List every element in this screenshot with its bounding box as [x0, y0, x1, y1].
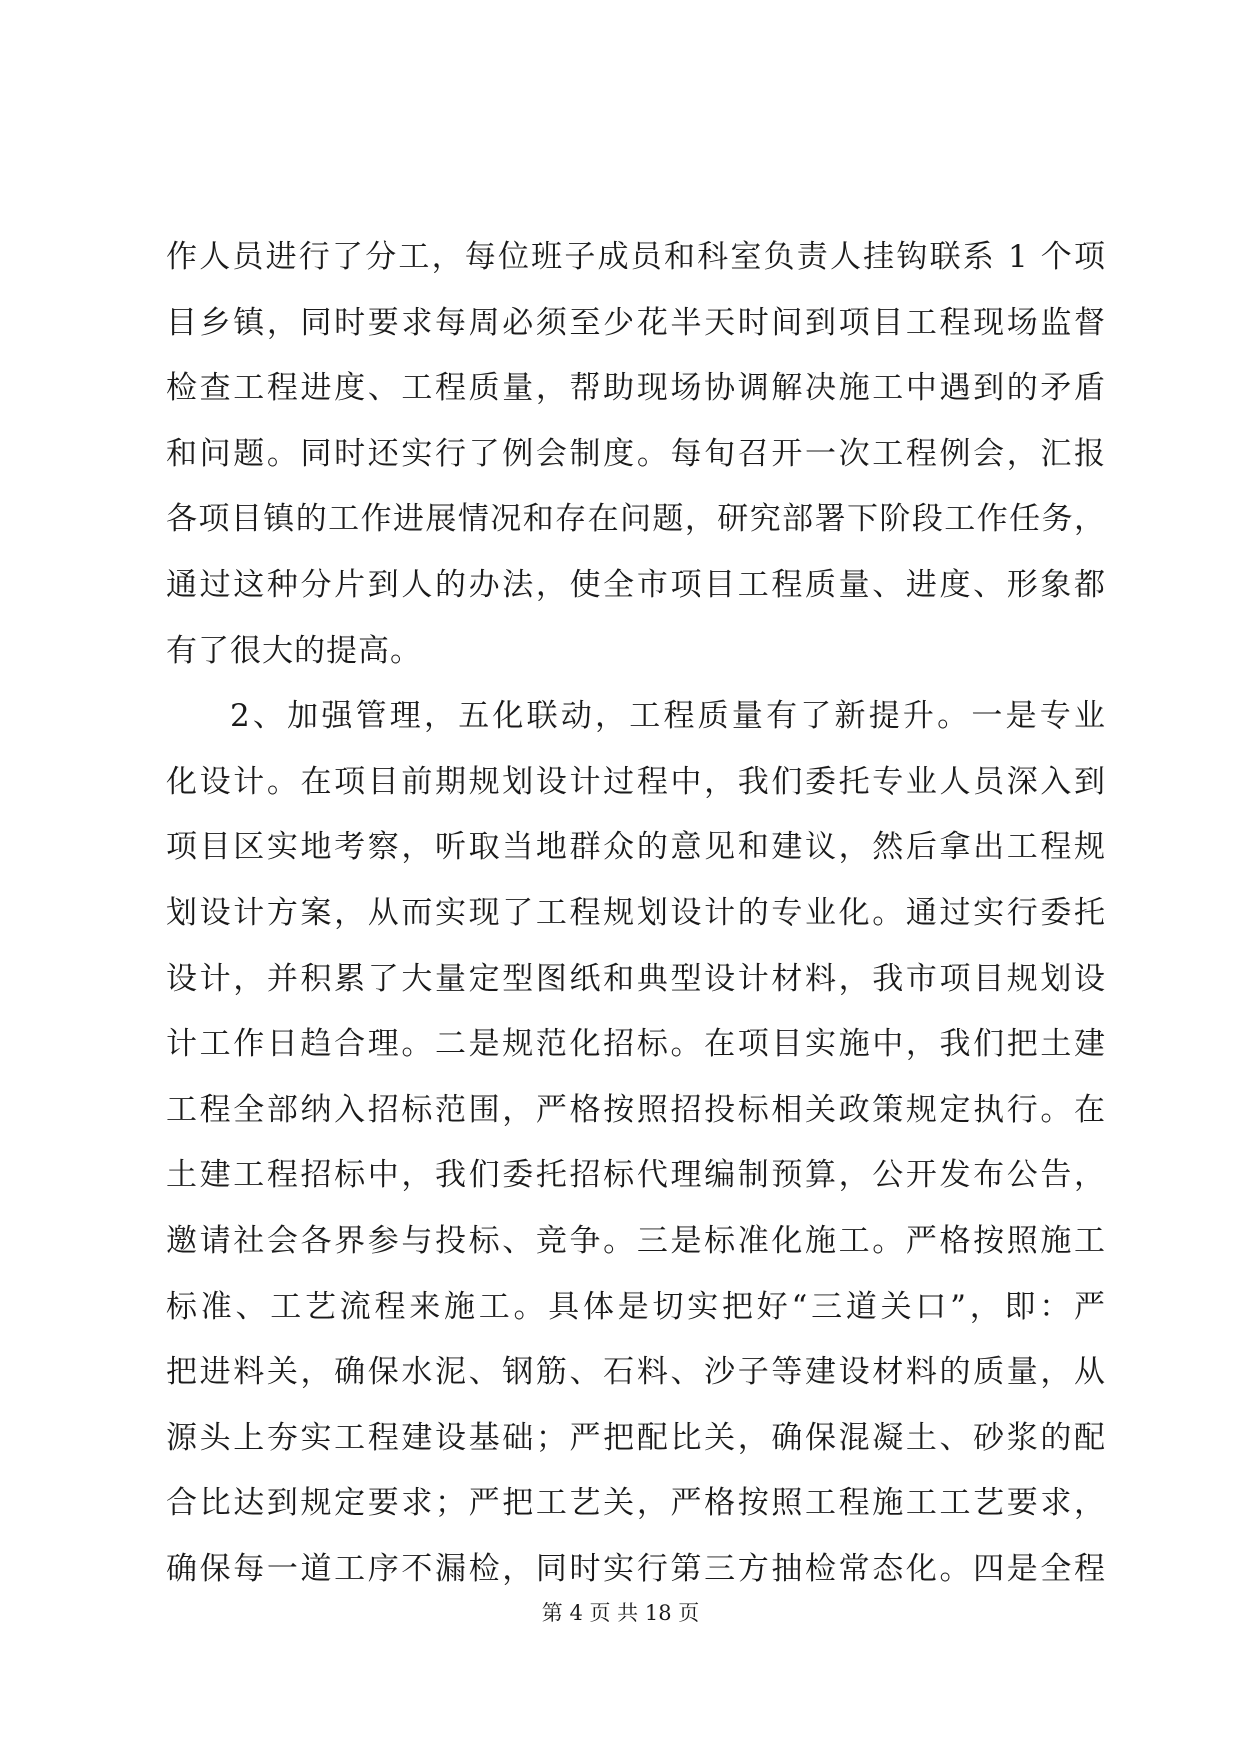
text-line: 把进料关，确保水泥、钢筋、石料、沙子等建设材料的质量，从: [166, 1354, 1106, 1391]
text-line: 和问题。同时还实行了例会制度。每旬召开一次工程例会，汇报: [166, 435, 1106, 472]
text-line: 目乡镇，同时要求每周必须至少花半天时间到项目工程现场监督: [166, 304, 1106, 341]
text-line: 检查工程进度、工程质量，帮助现场协调解决施工中遇到的矛盾: [166, 370, 1106, 407]
text-line: 作人员进行了分工，每位班子成员和科室负责人挂钩联系 1 个项: [166, 239, 1106, 275]
text-line: 土建工程招标中，我们委托招标代理编制预算，公开发布公告，: [166, 1157, 1106, 1194]
text-line: 项目区实地考察，听取当地群众的意见和建议，然后拿出工程规: [166, 829, 1106, 866]
text-line: 标准、工艺流程来施工。具体是切实把好“三道关口”，即：严: [166, 1288, 1106, 1325]
body-text: [166, 225, 1106, 1602]
text-line: 合比达到规定要求；严把工艺关，严格按照工程施工工艺要求，: [166, 1485, 1106, 1522]
text-line: 工程全部纳入招标范围，严格按照招投标相关政策规定执行。在: [166, 1091, 1106, 1128]
text-line: 有了很大的提高。: [166, 632, 422, 669]
text-line: 邀请社会各界参与投标、竞争。三是标准化施工。严格按照施工: [166, 1222, 1106, 1259]
text-line: 设计，并积累了大量定型图纸和典型设计材料，我市项目规划设: [166, 960, 1106, 997]
text-line: 确保每一道工序不漏检，同时实行第三方抽检常态化。四是全程: [166, 1550, 1106, 1587]
text-line: 化设计。在项目前期规划设计过程中，我们委托专业人员深入到: [166, 763, 1106, 800]
text-line: 划设计方案，从而实现了工程规划设计的专业化。通过实行委托: [166, 894, 1106, 931]
text-line: 通过这种分片到人的办法，使全市项目工程质量、进度、形象都: [166, 566, 1106, 603]
page-footer: 第 4 页 共 18 页: [541, 1601, 700, 1625]
text-line: 2、加强管理，五化联动，工程质量有了新提升。一是专业: [230, 698, 1106, 735]
text-line: 源头上夯实工程建设基础；严把配比关，确保混凝土、砂浆的配: [166, 1419, 1106, 1456]
text-line: 各项目镇的工作进展情况和存在问题，研究部署下阶段工作任务，: [166, 501, 1106, 538]
text-line: 计工作日趋合理。二是规范化招标。在项目实施中，我们把土建: [166, 1026, 1106, 1063]
